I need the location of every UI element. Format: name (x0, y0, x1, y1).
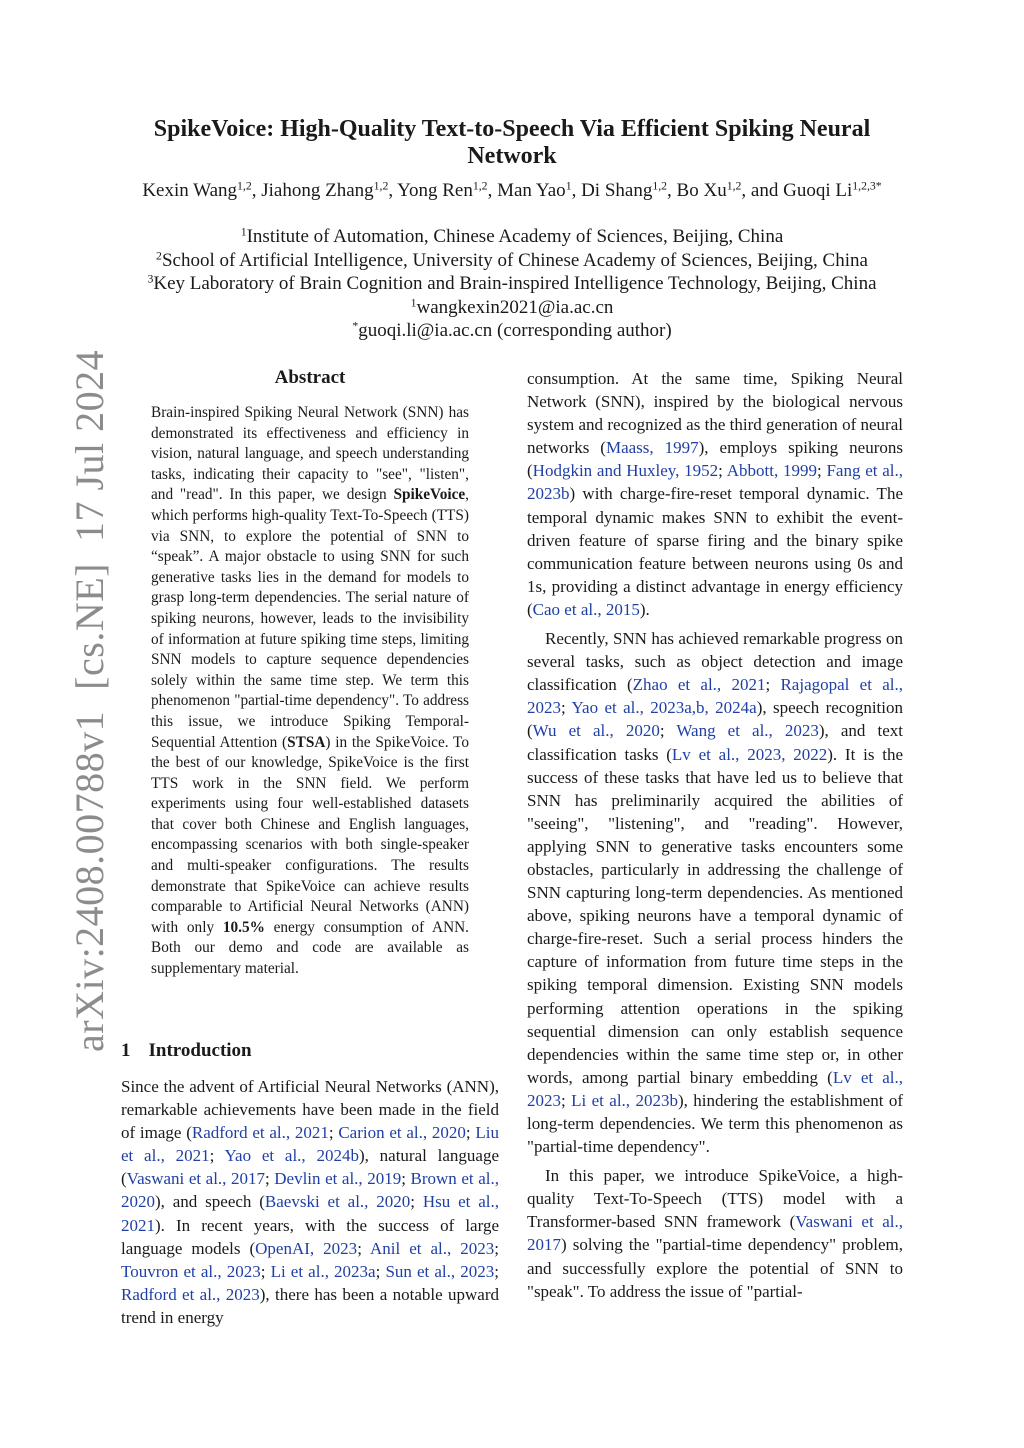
section-heading-introduction (121, 1040, 252, 1062)
body-paragraph: consumption. At the same time, Spiking Neural Network (SNN), inspired by the biological nervous system and recognized as the third generation of neural networks (Maass, 1997), employs spiking neurons (Hodgkin and Huxley, 1952; Abbott, 1999; Fang et al., 2023b) with charge-fire-reset temporal dynamic. The temporal dynamic makes SNN to exhibit the event-driven feature of sparse firing and the binary spike communication feature between neurons using 0s and 1s, providing a distinct advantage in energy efficiency (Cao et al., 2015). (527, 369, 903, 619)
citation-link[interactable]: Li et al., 2023b (571, 1090, 678, 1110)
abstract-paragraph: Brain-inspired Spiking Neural Network (SNN) has demonstrated its effectiveness and efficiency in vision, natural language, and speech understanding tasks, indicating their capacity to "see", "listen", and "read". In this paper, we design SpikeVoice, which performs high-quality Text-To-Speech (TTS) via SNN, to explore the potential of SNN to “speak”. A major obstacle to using SNN for such generative tasks lies in the demand for models to grasp long-term dependencies. The serial nature of spiking neurons, however, leads to the invisibility of information at future spiking time steps, limiting SNN models to capture sequence dependencies solely within the same time step. We term this phenomenon "partial-time dependency". To address this issue, we introduce Spiking Temporal-Sequential Attention (STSA) in the SpikeVoice. To the best of our knowledge, SpikeVoice is the first TTS work in the SNN field. We perform experiments using four well-established datasets that cover both Chinese and English languages, encompassing scenarios with both single-speaker and multi-speaker configurations. The results demonstrate that SpikeVoice can achieve results comparable to Artificial Neural Networks (ANN) with only 10.5% energy consumption of ANN. Both our demo and code are available as supplementary material. (151, 404, 469, 978)
author (142, 180, 251, 201)
author-affiliation-marker: 1,2 (472, 179, 488, 193)
affiliation-marker: * (352, 319, 359, 333)
affiliation-marker: 1 (240, 225, 247, 239)
citation-link[interactable]: Lv et al., 2023 (527, 1067, 904, 1110)
section-title: Introduction (148, 1040, 252, 1061)
affiliation-line (60, 225, 964, 249)
abstract-body (151, 403, 469, 980)
paper-title (110, 116, 914, 170)
body-paragraph: Recently, SNN has achieved remarkable progress on several tasks, such as object detection and image classification (Zhao et al., 2021; Rajagopal et al., 2023; Yao et al., 2023a,b, 2024a), speech recognition (Wu et al., 2020; Wang et al., 2023), and text classification tasks (Lv et al., 2023, 2022). It is the success of these tasks that have led us to believe that SNN has preliminarily acquired the abilities of "seeing", "listening", and "reading". However, applying SNN to generative tasks encounters some obstacles, particularly in addressing the challenge of SNN capturing long-term dependencies. As mentioned above, spiking neurons have a temporal dynamic of charge-fire-reset. Such a serial process hinders the capture of information from future time steps in the spiking temporal dimension. Existing SNN models performing attention operations in the spiking sequential dimension can only establish sequence dependencies within the same time step or, in other words, among partial binary embedding (Lv et al., 2023; Li et al., 2023b), hindering the establishment of long-term dependencies. We term this phenomenon as "partial-time dependency". (527, 629, 904, 1157)
citation-link[interactable]: Baevski et al., 2020 (264, 1192, 411, 1212)
author (261, 180, 388, 201)
abstract-heading: Abstract (274, 367, 346, 388)
paper-title-line: Network (467, 143, 557, 169)
citation-link[interactable]: Yao et al., 2023a,b, 2024a (571, 698, 757, 718)
citation-link[interactable]: Sun et al., 2023 (385, 1261, 495, 1281)
author (581, 180, 667, 201)
author (677, 180, 742, 201)
citation-link[interactable]: Anil et al., 2023 (369, 1238, 495, 1258)
citation-link[interactable]: Carion et al., 2020 (338, 1123, 466, 1143)
section-number: 1 (121, 1040, 131, 1061)
citation-link[interactable]: Maass, 1997 (605, 438, 699, 458)
affiliation-list (60, 225, 964, 343)
author-name: Kexin Wang (142, 180, 238, 201)
bold-term: STSA (287, 733, 326, 751)
arxiv-id: arXiv:2408.00788v1 (67, 710, 112, 1052)
author-name: Jiahong Zhang (261, 180, 374, 201)
arxiv-identifier-stamp (66, 350, 113, 1052)
citation-link[interactable]: Touvron et al., 2023 (121, 1261, 261, 1281)
affiliation-line (60, 319, 964, 343)
author-name: Man Yao (497, 180, 566, 201)
author-name: Di Shang (581, 180, 653, 201)
author-affiliation-marker: 1,2 (726, 179, 742, 193)
affiliation-text: wangkexin2021@ia.ac.cn (416, 296, 614, 318)
citation-link[interactable]: Abbott, 1999 (726, 461, 817, 481)
author-affiliation-marker: 1,2 (237, 179, 252, 193)
citation-link[interactable]: Vaswani et al., 2017 (126, 1169, 265, 1189)
affiliation-line (60, 296, 964, 320)
affiliation-text: Institute of Automation, Chinese Academy of Sciences, Beijing, China (246, 226, 784, 247)
author-name: Bo Xu (676, 180, 727, 201)
intro-left-column (121, 1075, 499, 1329)
intro-right-column (527, 367, 903, 1309)
author-affiliation-marker: 1 (565, 179, 572, 193)
citation-link[interactable]: Hsu et al., 2021 (121, 1192, 499, 1235)
author-name: Yong Ren (397, 180, 473, 201)
affiliation-text: Key Laboratory of Brain Cognition and Brain-inspired Intelligence Technology, Beijing, China (153, 273, 877, 295)
bold-term: 10.5% (222, 918, 265, 936)
author-name: Guoqi Li (783, 180, 853, 201)
author-list: Kexin Wang$^{1,2}$, Jiahong Zhang$^{1,2}$, Yong Ren$^{1,2}$, Man Yao$^1$, Di Shang$^{1,2}$, Bo Xu$^{1,2}$, and Guoqi $Li^{1,2,3*}$ (142, 179, 882, 201)
bold-term: SpikeVoice (393, 486, 466, 504)
citation-link[interactable]: Wang et al., 2023 (676, 721, 819, 741)
body-paragraph: In this paper, we introduce SpikeVoice, a high-quality Text-To-Speech (TTS) model with a Transformer-based SNN framework (Vaswani et al., 2017) solving the "partial-time dependency" problem, and successfully explore the potential of SNN to "speak". To address the issue of "partial- (527, 1166, 903, 1301)
citation-link[interactable]: Zhao et al., 2021 (632, 675, 766, 695)
author (397, 180, 487, 201)
citation-link[interactable]: Radford et al., 2021 (191, 1123, 329, 1143)
citation-link[interactable]: Brown et al., 2020 (121, 1169, 499, 1212)
affiliation-line (60, 249, 964, 273)
citation-link[interactable]: Liu et al., 2021 (121, 1123, 499, 1166)
citation-link[interactable]: Fang et al., 2023b (527, 461, 903, 504)
body-paragraph: Since the advent of Artificial Neural Networks (ANN), remarkable achievements have been made in the field of image (Radford et al., 2021; Carion et al., 2020; Liu et al., 2021; Yao et al., 2024b), natural language (Vaswani et al., 2017; Devlin et al., 2019; Brown et al., 2020), and speech (Baevski et al., 2020; Hsu et al., 2021). In recent years, with the success of large language models (OpenAI, 2023; Anil et al., 2023; Touvron et al., 2023; Li et al., 2023a; Sun et al., 2023; Radford et al., 2023), there has been a notable upward trend in energy (121, 1077, 499, 1327)
arxiv-date: 17 Jul 2024 (67, 349, 112, 543)
author (783, 180, 882, 201)
citation-link[interactable]: Hodgkin and Huxley, 1952 (532, 461, 719, 481)
author-affiliation-marker: 1,2 (373, 179, 389, 193)
affiliation-text: guoqi.li@ia.ac.cn (corresponding author) (358, 320, 672, 342)
citation-link[interactable]: OpenAI, 2023 (255, 1238, 358, 1258)
citation-link[interactable]: Rajagopal et al., 2023 (527, 675, 903, 718)
citation-link[interactable]: Wu et al., 2020 (532, 721, 660, 741)
affiliation-marker: 2 (156, 249, 162, 263)
citation-link[interactable]: Devlin et al., 2019 (274, 1169, 402, 1189)
affiliation-marker: 1 (410, 296, 417, 310)
author-affiliation-marker: 1,2,3* (852, 179, 882, 193)
citation-link[interactable]: Radford et al., 2023 (121, 1284, 260, 1304)
citation-link[interactable]: Li et al., 2023a (270, 1261, 376, 1281)
citation-link[interactable]: Yao et al., 2024b (224, 1146, 359, 1166)
citation-link[interactable]: Vaswani et al., 2017 (527, 1212, 903, 1255)
affiliation-text: School of Artificial Intelligence, University of Chinese Academy of Sciences, Beijing, China (161, 249, 868, 271)
affiliation-line (60, 272, 964, 296)
arxiv-category: [cs.NE] (67, 563, 112, 690)
author (497, 180, 572, 201)
affiliation-marker: 3 (147, 272, 154, 286)
citation-link[interactable]: Cao et al., 2015 (532, 599, 640, 619)
author-affiliation-marker: 1,2 (652, 179, 668, 193)
citation-link[interactable]: Lv et al., 2023, 2022 (671, 744, 828, 764)
paper-title-line: SpikeVoice: High-Quality Text-to-Speech Via Efficient Spiking Neural (153, 116, 871, 142)
